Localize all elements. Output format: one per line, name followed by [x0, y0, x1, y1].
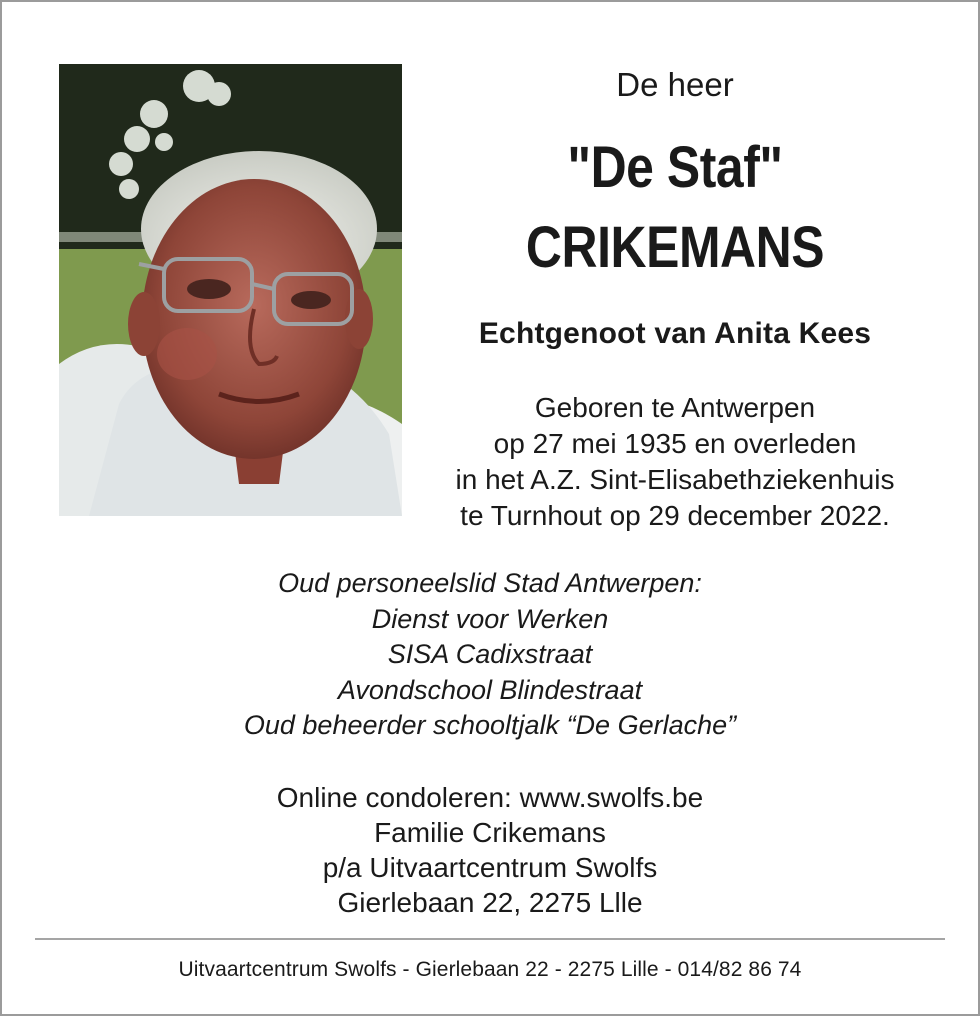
- career-details: [0, 566, 980, 744]
- birth-death-details: [420, 390, 930, 534]
- birth-line: te Turnhout op 29 december 2022.: [460, 500, 890, 531]
- deceased-nickname: "De Staf": [567, 135, 783, 200]
- contact-details: [0, 780, 980, 920]
- condolence-line: Online condoleren: www.swolfs.be: [276, 782, 704, 813]
- birth-line: op 27 mei 1935 en overleden: [493, 428, 857, 459]
- career-line: Avondschool Blindestraat: [337, 674, 643, 705]
- salutation: De heer: [616, 66, 734, 103]
- birth-line: in het A.Z. Sint-Elisabethziekenhuis: [455, 464, 895, 495]
- spouse-line: Echtgenoot van Anita Kees: [478, 317, 872, 350]
- career-line: Oud beheerder schooltjalk “De Gerlache”: [243, 710, 737, 740]
- address-line: Gierlebaan 22, 2275 Llle: [337, 887, 643, 918]
- family-line: Familie Crikemans: [374, 817, 606, 848]
- career-line: Dienst voor Werken: [371, 603, 609, 634]
- care-of-line: p/a Uitvaartcentrum Swolfs: [322, 852, 658, 883]
- birth-line: Geboren te Antwerpen: [534, 392, 816, 423]
- divider: [35, 938, 945, 940]
- career-line: SISA Cadixstraat: [387, 639, 593, 669]
- footer-funeral-home: Uitvaartcentrum Swolfs - Gierlebaan 22 - 2275 Lille - 014/82 86 74: [178, 958, 802, 981]
- career-line: Oud personeelslid Stad Antwerpen:: [278, 568, 702, 598]
- deceased-surname: CRIKEMANS: [525, 215, 825, 280]
- portrait-photo: [59, 64, 402, 516]
